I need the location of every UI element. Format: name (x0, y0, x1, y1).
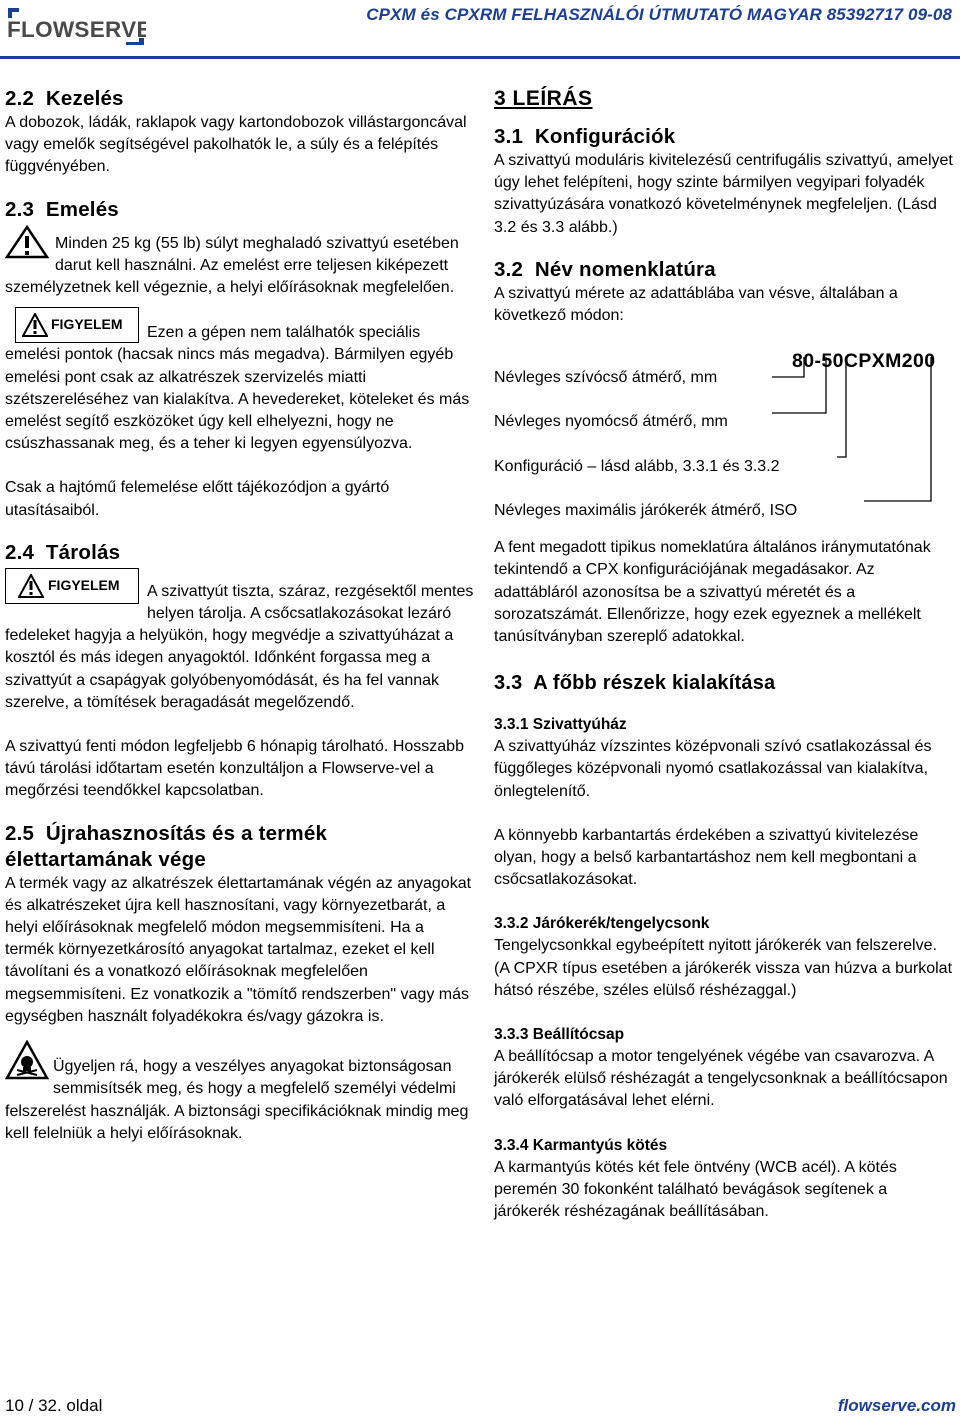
storage-duration-text: A szivattyú fenti módon legfeljebb 6 hónapig tárolható. Hosszabb távú tárolási időtartam esetén konzultáljon a Flowserve-vel a megőrzési teendőkkel kapcsolatban. (5, 738, 464, 800)
emeles-warning: Minden 25 kg (55 lb) súlyt meghaladó szivattyú esetében darut kell használni. Az emelést erre teljesen kiképezett személyzetnek kell végeznie, a helyi előírásoknak megfelelően. (5, 223, 475, 300)
heading-3-3-3: 3.3.3 Beállítócsap (494, 1026, 625, 1044)
heading-3-3-2: 3.3.2 Járókerék/tengelycsonk (494, 915, 710, 933)
storage-notice-text: A szivattyút tiszta, száraz, rezgésektől mentes helyen tárolja. A csőcsatlakozásokat lezáró fedeleket hagyja a helyükön, hogy megvédje a szivattyúházat a kosztól és más idegen anyagoktól. Időnként forgassa meg a szivattyút a csapágyak golyóbenyomódását, és ha fel vannak szerelve, a tömítések beragadását megelőzendő. (5, 582, 474, 711)
casing-text-1: A szivattyúház vízszintes középvonali szívó csatlakozással és függőleges középvonali nyomó csatlakozással van kialakítva, önlegtelenítő. (494, 738, 932, 800)
heading-3-1: 3.1 Konfigurációk (494, 125, 676, 148)
right-column (494, 82, 956, 1223)
adjusting-pin-text: A beállítócsap a motor tengelyének végébe van csavarozva. A járókerék elülső réshézagát a tengelycsonknak a beállítócsapon való elforgatásával lehet elérni. (494, 1048, 948, 1110)
figyelem-notice-lifting (5, 307, 475, 455)
left-column (5, 82, 475, 1145)
hazard-notice: Ügyeljen rá, hogy a veszélyes anyagokat biztonságosan semmisítsék meg, és hogy a megfelelő személyi védelmi felszerelést használják. A biztonsági specifikációknak mindig meg kell felelniük a helyi előírásoknak. (5, 1040, 475, 1145)
flowserve-logo (6, 6, 146, 50)
figyelem-badge: FIGYELEM (15, 307, 139, 343)
nomenclature-code: 80-50CPXM200 (792, 350, 936, 373)
heading-3-3-1: 3.3.1 Szivattyúház (494, 716, 627, 734)
nom-label-discharge: Névleges nyomócső átmérő, mm (494, 413, 728, 431)
warning-triangle-icon (18, 574, 44, 598)
impeller-text: Tengelycsonkkal egybeépített nyitott járókerék van felszerelve. (A CPXR típus esetében a járókerék vissza van húzva a burkolat hátsó részébe, széles elülső réshézaggal.) (494, 937, 953, 999)
lifting-notice-text: Ezen a gépen nem találhatók speciális emelési pontok (hacsak nincs más megadva). Bármilyen egyéb emelési pont csak az alkatrészek szervizelés miatti szétszereléséhez van kialakítva. A hevedereket, köteleket és más emelést segítő eszközöket úgy kell elhelyezni, hogy ne csúszhassanak meg, és a teher ki legyen egyensúlyozva. (5, 324, 470, 453)
header-divider (0, 56, 960, 59)
recycling-text: A termék vagy az alkatrészek élettartamának végén az anyagokat és alkatrészeket újra kell hasznosítani, vagy környezetbarát, a helyi előírásoknak megfelelő módon megsemmisíteni. Ha a termék környezetkárosító anyagokat tartalmaz, ezeket el kell távolítani és a vonatkozó előírásoknak megfelelően megsemmisíteni. Ez vonatkozik a "tömítő rendszerben" vagy más egységben használt folyadékokra és/vagy gázokra is. (5, 874, 472, 1025)
heading-3-3: 3.3 A főbb részek kialakítása (494, 672, 776, 695)
heading-2-2: 2.2 Kezelés (5, 87, 124, 110)
page-number: 10 / 32. oldal (5, 1396, 103, 1415)
hajtomu-text: Csak a hajtómű felemelése előtt tájékozódjon a gyártó utasításaiból. (5, 479, 390, 519)
nom-label-impeller: Névleges maximális járókerék átmérő, ISO (494, 502, 798, 520)
heading-3-2: 3.2 Név nomenklatúra (494, 257, 716, 281)
kezeles-text: A dobozok, ládák, raklapok vagy kartondobozok villástargoncával vagy emelők segítségével pakolhatók le, a súly és a felépítés függvényében. (5, 114, 467, 176)
casing-text-2: A könnyebb karbantartás érdekében a szivattyú kivitelezése olyan, hogy a belső karbantartáshoz nem kell megbontani a csőcsatlakozásokat. (494, 826, 919, 889)
nomenclature-note: A fent megadott tipikus nomeklatúra általános iránymutatónak tekintendő a CPX konfigurációjának megadásakor. Az adattábláról azonosítsa be a szivattyú méretét és a sorozatszámát. Ellenőrizze, hogy ezek egyeznek a mellékelt tanúsítványban szereplő adatokkal. (494, 539, 931, 646)
nomenclature-diagram (494, 350, 956, 523)
logo-text: FLOWSERVE (7, 17, 146, 42)
heading-2-4: 2.4 Tárolás (5, 540, 121, 564)
nom-label-suction: Névleges szívócső átmérő, mm (494, 369, 718, 387)
section-3-heading: 3 LEÍRÁS (494, 87, 593, 110)
figyelem-notice-storage (5, 566, 475, 714)
heading-2-5: 2.5 Újrahasznosítás és a termék élettartamának vége (5, 821, 328, 871)
coupling-text: A karmantyús kötés két fele öntvény (WCB acél). A kötés peremén 30 fokonként található bevágások segítenek a járókerék réshézagának beállításában. (494, 1158, 897, 1221)
heading-2-3: 2.3 Emelés (5, 197, 119, 221)
header-title: CPXM és CPXRM FELHASZNÁLÓI ÚTMUTATÓ MAGYAR 85392717 09-08 (366, 5, 952, 24)
nom-label-config: Konfiguráció – lásd alább, 3.3.1 és 3.3.2 (494, 458, 780, 476)
warning-triangle-icon (22, 313, 48, 337)
footer-link[interactable]: flowserve.com (837, 1396, 956, 1415)
figyelem-badge: FIGYELEM (5, 568, 139, 604)
hazard-skull-icon (5, 1040, 49, 1080)
config-text: A szivattyú moduláris kivitelezésű centrifugális szivattyú, amelyet úgy lehet felépíteni, hogy szinte bármilyen vegyipari folyadék szivattyúzására vonatkozó követelménynek megfeleljen. (Lásd 3.2 és 3.3 alább.) (494, 152, 953, 236)
warning-triangle-icon (5, 225, 51, 259)
nomenclature-text: A szivattyú mérete az adattáblába van vésve, általában a következő módon: (494, 284, 898, 325)
heading-3-3-4: 3.3.4 Karmantyús kötés (494, 1136, 668, 1154)
